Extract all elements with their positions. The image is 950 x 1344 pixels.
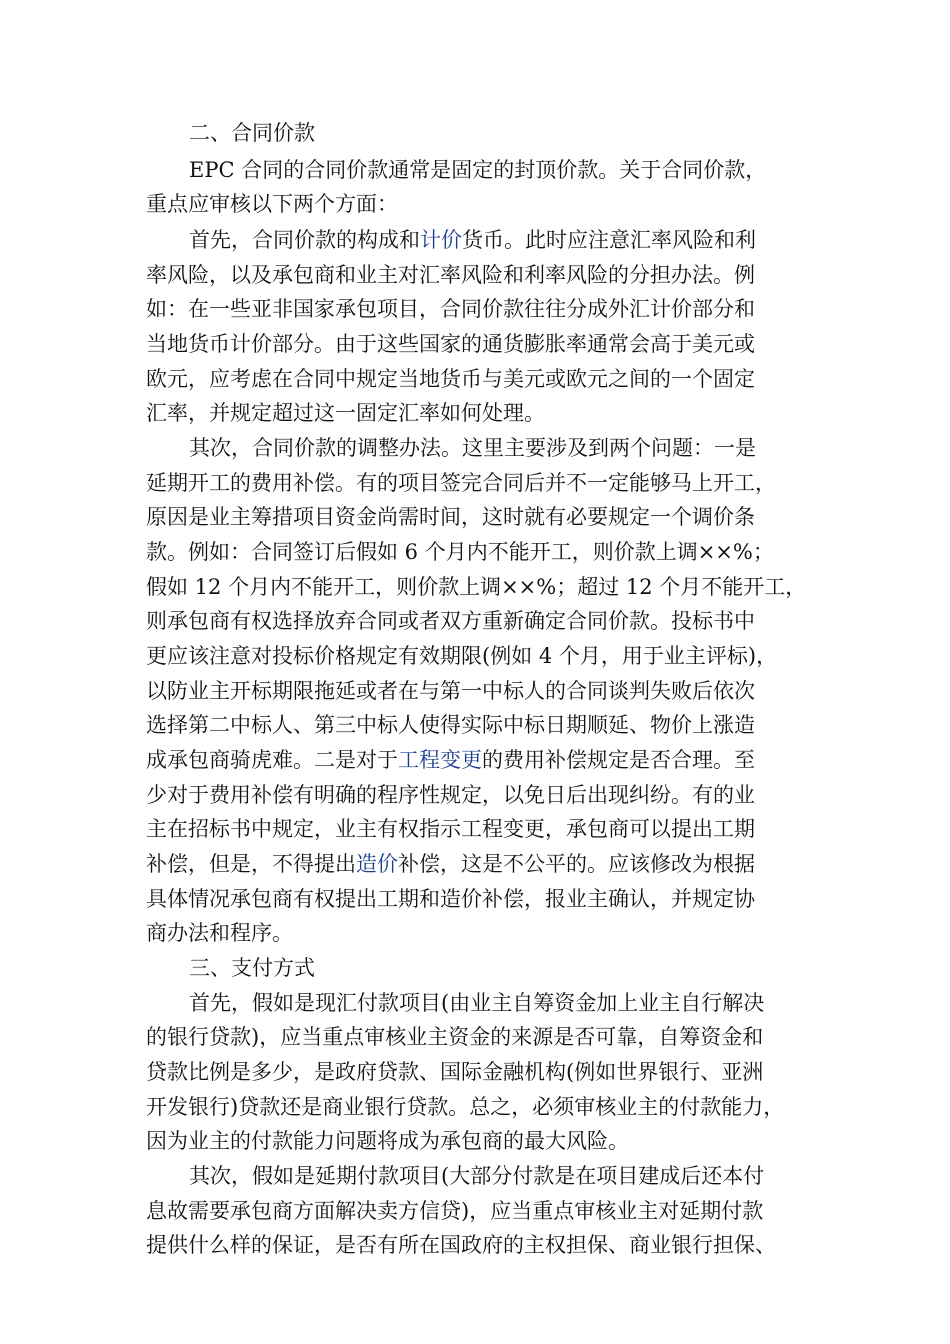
paragraph-line: 更应该注意对投标价格规定有效期限(例如 4 个月，用于业主评标)， [146, 644, 778, 668]
section-heading-contract-price: 二、合同价款 [189, 121, 315, 145]
paragraph-line: 款。例如：合同签订后假如 6 个月内不能开工，则价款上调××%； [146, 540, 774, 564]
paragraph-line: 成承包商骑虎难。二是对于工程变更的费用补偿规定是否合理。至 [146, 748, 755, 772]
paragraph-line: 主在招标书中规定，业主有权指示工程变更，承包商可以提出工期 [146, 817, 755, 841]
paragraph-line: 以防业主开标期限拖延或者在与第一中标人的合同谈判失败后依次 [146, 679, 755, 703]
paragraph-line: 补偿，但是，不得提出造价补偿，这是不公平的。应该修改为根据 [146, 852, 755, 876]
paragraph-line: 率风险，以及承包商和业主对汇率风险和利率风险的分担办法。例 [146, 263, 755, 287]
paragraph-line: 首先，假如是现汇付款项目(由业主自筹资金加上业主自行解决 [189, 991, 765, 1015]
paragraph-line: 当地货币计价部分。由于这些国家的通货膨胀率通常会高于美元或 [146, 332, 755, 356]
link-pricing[interactable]: 计价 [420, 228, 462, 252]
paragraph-line: 因为业主的付款能力问题将成为承包商的最大风险。 [146, 1129, 629, 1153]
paragraph-line: 假如 12 个月内不能开工，则价款上调××%；超过 12 个月不能开工， [146, 575, 806, 599]
paragraph-line: 则承包商有权选择放弃合同或者双方重新确定合同价款。投标书中 [146, 609, 755, 633]
paragraph-line: 商办法和程序。 [146, 921, 293, 945]
paragraph-line: 首先，合同价款的构成和计价货币。此时应注意汇率风险和利 [189, 228, 756, 252]
paragraph-line: 重点应审核以下两个方面： [146, 192, 398, 216]
paragraph-line: 其次，合同价款的调整办法。这里主要涉及到两个问题：一是 [189, 436, 756, 460]
paragraph-line: 如：在一些亚非国家承包项目，合同价款往往分成外汇计价部分和 [146, 297, 755, 321]
paragraph-line: 提供什么样的保证，是否有所在国政府的主权担保、商业银行担保、 [146, 1233, 776, 1257]
paragraph-line: 少对于费用补偿有明确的程序性规定，以免日后出现纠纷。有的业 [146, 783, 755, 807]
paragraph-line: 汇率，并规定超过这一固定汇率如何处理。 [146, 401, 545, 425]
section-heading-payment-method: 三、支付方式 [189, 956, 315, 980]
paragraph-line: 开发银行)贷款还是商业银行贷款。总之，必须审核业主的付款能力， [146, 1095, 785, 1119]
link-construction-cost[interactable]: 造价 [356, 852, 398, 876]
paragraph-line: 具体情况承包商有权提出工期和造价补偿，报业主确认，并规定协 [146, 887, 755, 911]
paragraph-line: 的银行贷款)，应当重点审核业主资金的来源是否可靠，自筹资金和 [146, 1025, 764, 1049]
paragraph-line: 贷款比例是多少，是政府贷款、国际金融机构(例如世界银行、亚洲 [146, 1060, 764, 1084]
paragraph-line: 选择第二中标人、第三中标人使得实际中标日期顺延、物价上涨造 [146, 713, 755, 737]
paragraph-line: 延期开工的费用补偿。有的项目签完合同后并不一定能够马上开工， [146, 471, 776, 495]
paragraph-line: 其次，假如是延期付款项目(大部分付款是在项目建成后还本付 [189, 1164, 765, 1188]
link-engineering-change[interactable]: 工程变更 [398, 748, 482, 772]
paragraph-line: EPC 合同的合同价款通常是固定的封顶价款。关于合同价款， [189, 158, 767, 182]
paragraph-line: 欧元，应考虑在合同中规定当地货币与美元或欧元之间的一个固定 [146, 367, 755, 391]
paragraph-line: 原因是业主筹措项目资金尚需时间，这时就有必要规定一个调价条 [146, 505, 755, 529]
paragraph-line: 息故需要承包商方面解决卖方信贷)，应当重点审核业主对延期付款 [146, 1199, 764, 1223]
